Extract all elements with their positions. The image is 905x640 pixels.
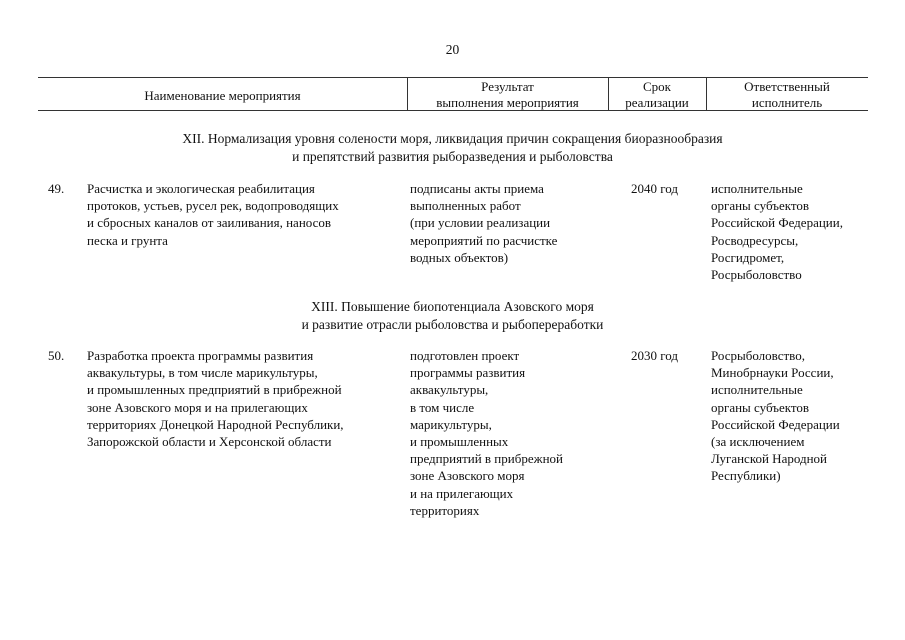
header-col-term: Срок реализации bbox=[625, 79, 689, 110]
row-activity-name: Расчистка и экологическая реабилитация протоков, устьев, русел рек, водопроводящих и сбросных каналов от заиливания, наносов песка и грунта bbox=[87, 181, 339, 248]
section-title: XIII. Повышение биопотенциала Азовского моря и развитие отрасли рыболовства и рыбопереработки bbox=[301, 299, 604, 332]
row-result: подготовлен проект программы развития аквакультуры, в том числе марикультуры, и промышленных предприятий в прибрежной зоне Азовского моря и на прилегающих территориях bbox=[410, 348, 563, 518]
header-col-executor: Ответственный исполнитель bbox=[744, 79, 830, 110]
row-term: 2030 год bbox=[631, 348, 678, 363]
section-title: XII. Нормализация уровня солености моря, ликвидация причин сокращения биоразнообразия и препятствий развития рыборазведения и рыболовства bbox=[182, 131, 723, 164]
row-activity-name: Разработка проекта программы развития аквакультуры, в том числе марикультуры, и промышленных предприятий в прибрежной зоне Азовского моря и на прилегающих территориях Донецкой Народной Республики, Запорожской области и Херсонской области bbox=[87, 348, 344, 450]
header-col-result: Результат выполнения мероприятия bbox=[436, 79, 579, 110]
row-executor: Росрыболовство, Минобрнауки России, исполнительные органы субъектов Российской Федерации (за исключением Луганской Народной Республики) bbox=[711, 348, 840, 484]
row-term: 2040 год bbox=[631, 181, 678, 196]
header-col-name: Наименование мероприятия bbox=[144, 88, 301, 103]
row-result: подписаны акты приема выполненных работ (при условии реализации мероприятий по расчистке водных объектов) bbox=[410, 181, 558, 265]
row-number: 50. bbox=[48, 348, 65, 363]
page-number: 20 bbox=[445, 42, 460, 57]
header-top-rule bbox=[38, 77, 868, 78]
row-number: 49. bbox=[48, 181, 65, 196]
row-executor: исполнительные органы субъектов Российской Федерации, Росводресурсы, Росгидромет, Росрыболовство bbox=[711, 181, 843, 283]
